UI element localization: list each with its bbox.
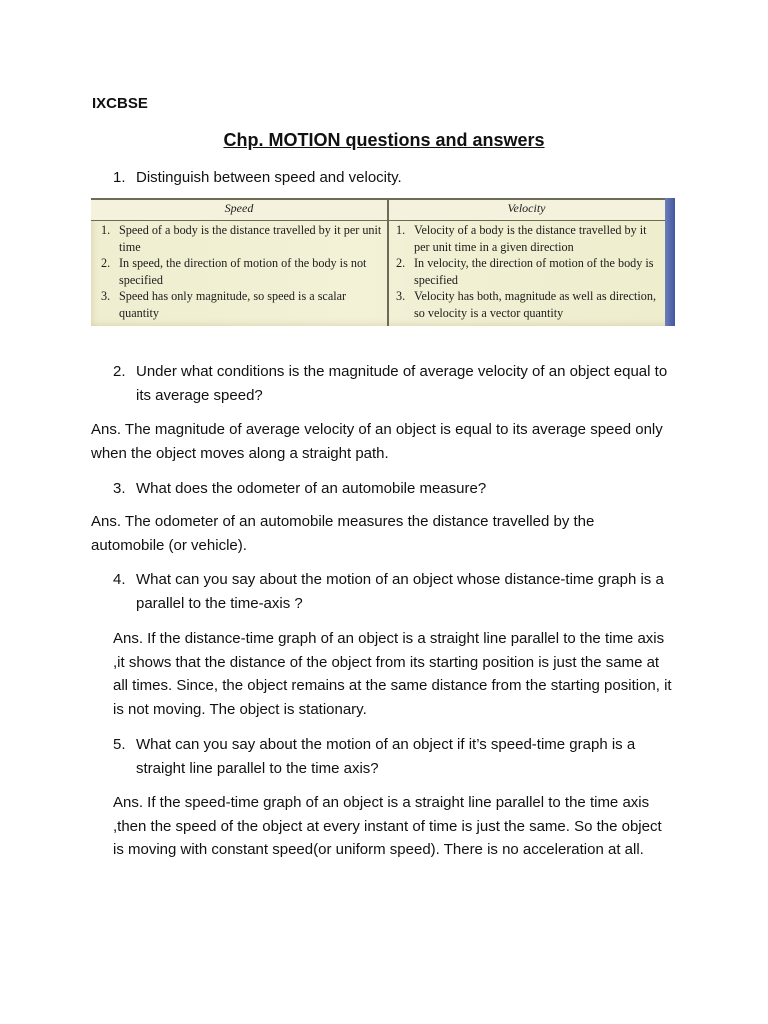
- question-text: What can you say about the motion of an object if it’s speed-time graph is a straight line parallel to the time axis?: [136, 736, 636, 777]
- point-number: 2.: [396, 256, 406, 270]
- question-text: Under what conditions is the magnitude of average velocity of an object equal to its average speed?: [136, 363, 668, 404]
- question-number: 1.: [113, 169, 126, 186]
- question-text: What can you say about the motion of an object whose distance-time graph is a parallel to the time-axis ?: [136, 571, 664, 612]
- velocity-point: [392, 222, 664, 255]
- answer-3: Ans. The odometer of an automobile measures the distance travelled by the automobile (or vehicle).: [91, 513, 595, 554]
- question-number: 3.: [113, 480, 126, 497]
- point-number: 1.: [101, 223, 111, 237]
- table-header-row: [91, 198, 665, 221]
- class-header: IXCBSE: [92, 95, 148, 112]
- question-number: 4.: [113, 571, 126, 588]
- column-header-speed: Speed: [224, 201, 254, 215]
- velocity-point: [392, 255, 664, 288]
- question-4: [113, 568, 683, 615]
- speed-column: [97, 222, 383, 321]
- answer-2: Ans. The magnitude of average velocity of an object is equal to its average speed only when the object moves along a straight path.: [91, 421, 663, 462]
- velocity-point: [392, 288, 664, 321]
- point-text: In speed, the direction of motion of the body is not specified: [119, 256, 367, 287]
- point-number: 3.: [396, 289, 406, 303]
- question-text: What does the odometer of an automobile measure?: [136, 480, 487, 497]
- point-number: 2.: [101, 256, 111, 270]
- point-text: Speed has only magnitude, so speed is a scalar quantity: [119, 289, 347, 320]
- point-text: In velocity, the direction of motion of the body is specified: [414, 256, 654, 287]
- question-1: [113, 166, 673, 190]
- point-text: Velocity has both, magnitude as well as direction, so velocity is a vector quantity: [414, 289, 656, 320]
- point-number: 3.: [101, 289, 111, 303]
- column-divider: [387, 198, 389, 326]
- point-text: Velocity of a body is the distance travelled by it per unit time in a given direction: [414, 223, 647, 254]
- speed-velocity-table-image: [91, 198, 675, 326]
- question-5: [113, 733, 683, 780]
- answer-4: Ans. If the distance-time graph of an object is a straight line parallel to the time axis ,it shows that the distance of the object from its starting position is just the same at all times. Since, the object remains at the same distance from the starting position, it is not moving. The object is stationary.: [113, 630, 672, 718]
- speed-point: [97, 222, 383, 255]
- scan-page-edge: [665, 198, 675, 326]
- page-title: Chp. MOTION questions and answers: [223, 130, 545, 150]
- answer-5: Ans. If the speed-time graph of an object is a straight line parallel to the time axis ,then the speed of the object at every instant of time is just the same. So the object is moving with constant speed(or uniform speed). There is no acceleration at all.: [113, 794, 662, 858]
- question-2: [113, 360, 678, 407]
- velocity-column: [392, 222, 664, 321]
- table-border: [91, 198, 665, 200]
- question-3: [113, 477, 678, 501]
- speed-point: [97, 255, 383, 288]
- column-header-velocity: Velocity: [507, 201, 546, 215]
- question-number: 5.: [113, 736, 126, 753]
- point-number: 1.: [396, 223, 406, 237]
- question-number: 2.: [113, 363, 126, 380]
- point-text: Speed of a body is the distance travelled by it per unit time: [119, 223, 382, 254]
- question-text: Distinguish between speed and velocity.: [136, 169, 402, 186]
- speed-point: [97, 288, 383, 321]
